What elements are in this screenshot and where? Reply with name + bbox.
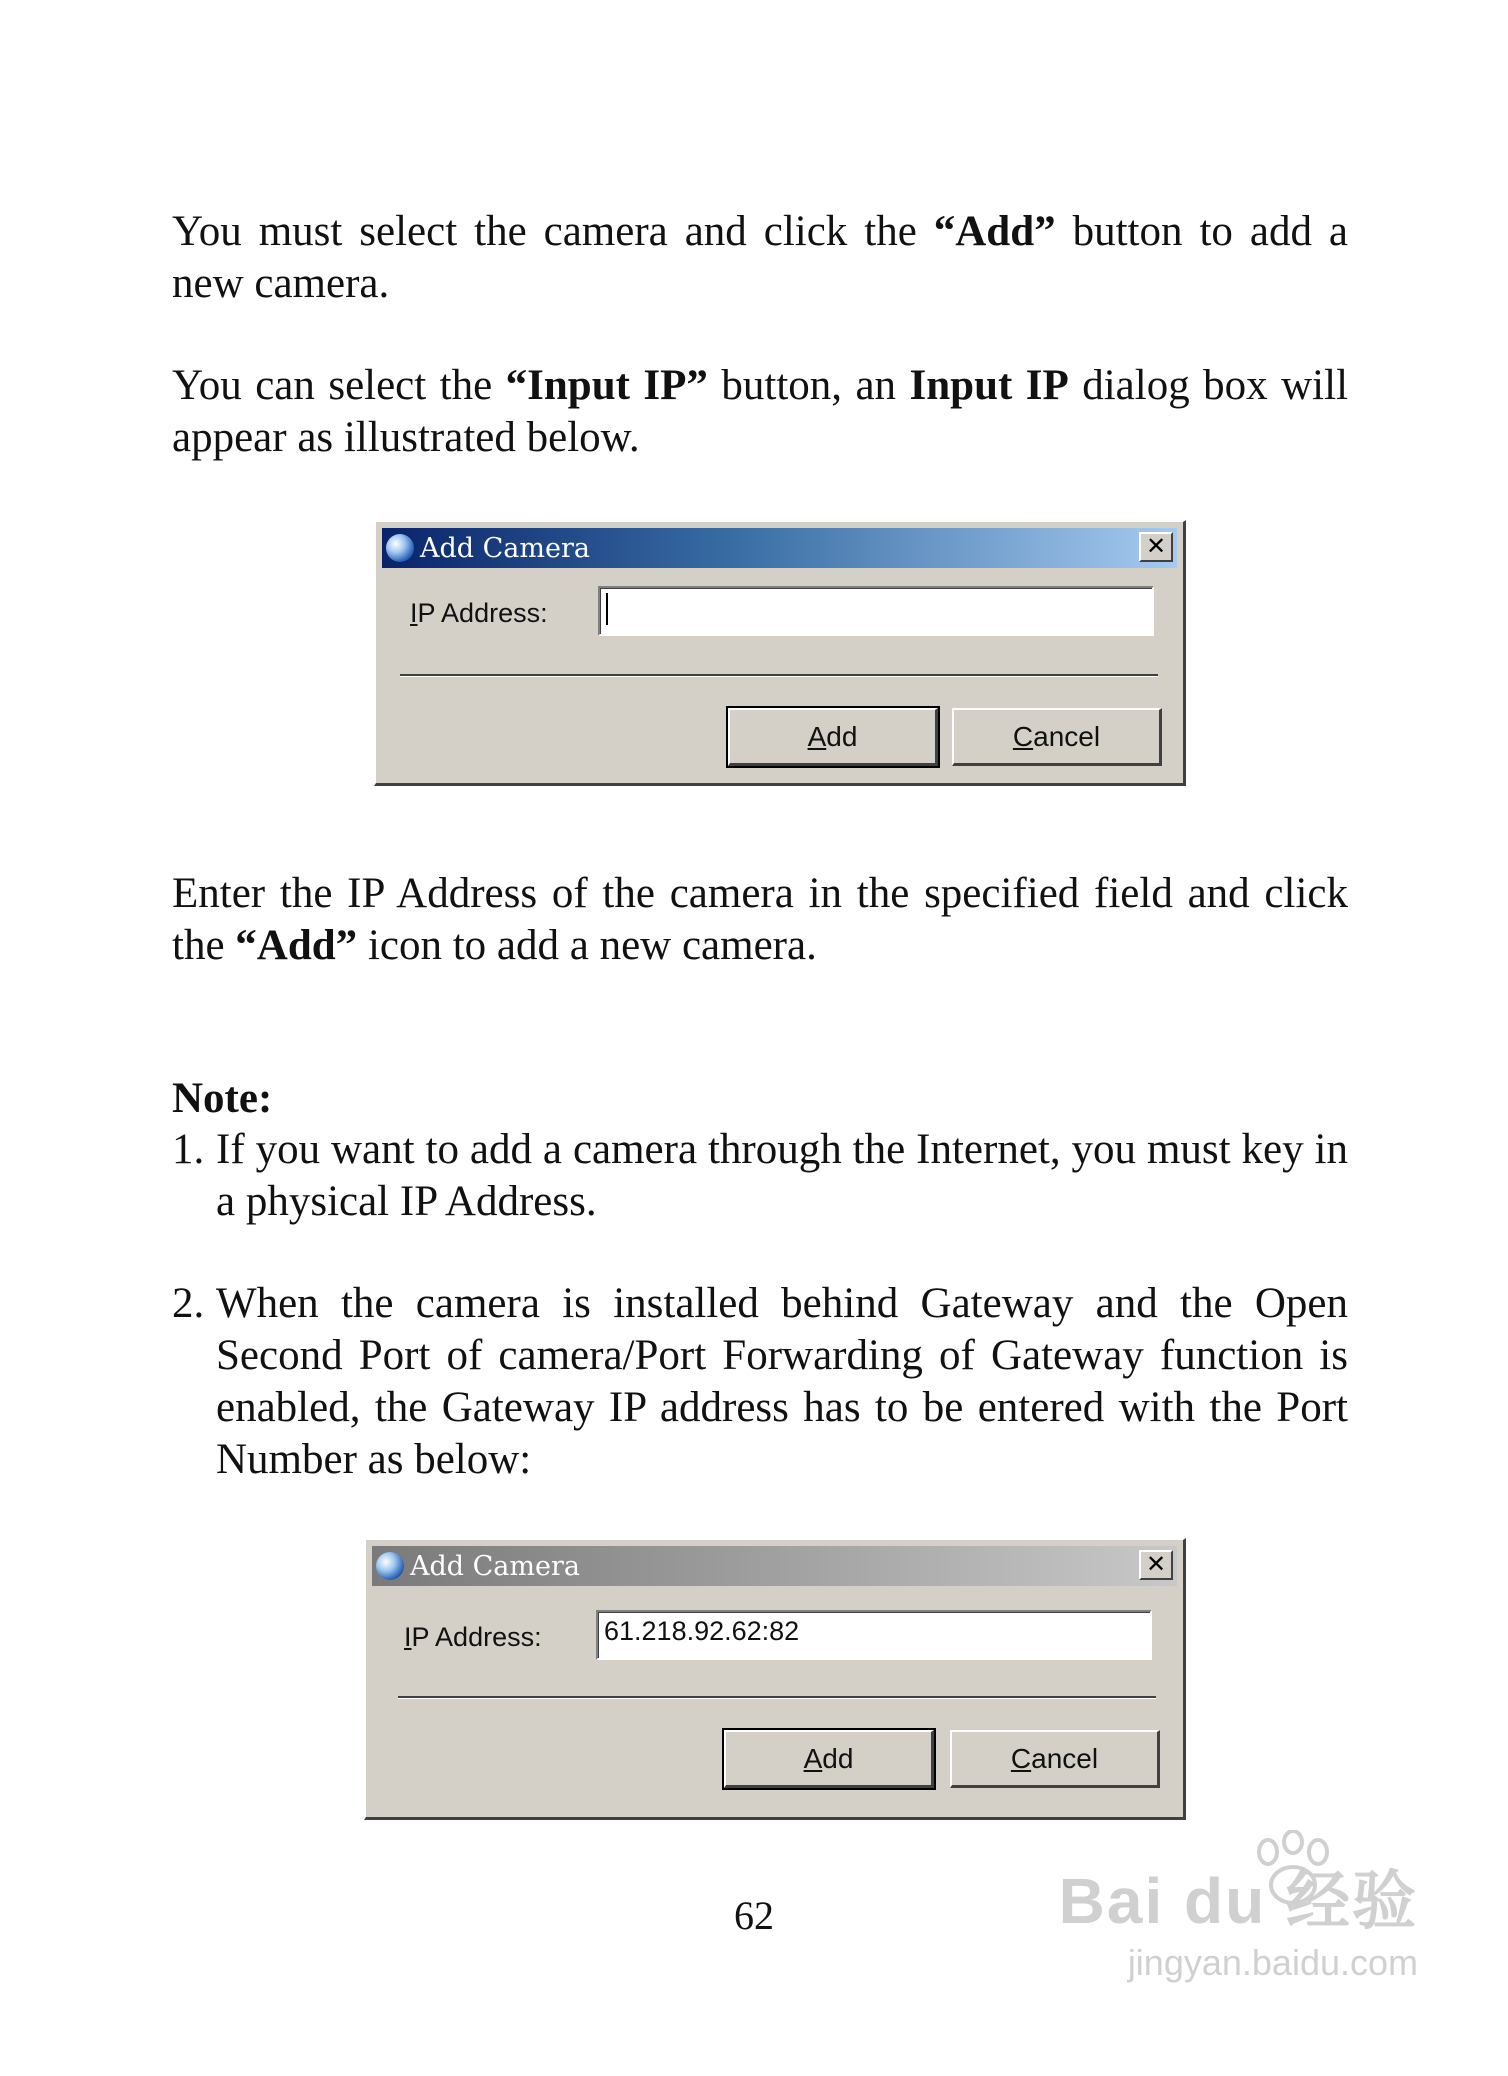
- bold-text: “Input IP”: [505, 362, 708, 409]
- add-button[interactable]: [724, 1730, 934, 1788]
- text-run: You can select the: [172, 362, 506, 409]
- watermark-url: jingyan.baidu.com: [1127, 1942, 1418, 1983]
- button-accel: A: [807, 720, 827, 752]
- button-label: dd: [826, 720, 858, 752]
- watermark-main: Bai du 经验: [1058, 1865, 1418, 1937]
- label-accel: I: [404, 1622, 412, 1652]
- app-icon: [386, 534, 414, 562]
- enter-ip-paragraph: [172, 868, 1348, 972]
- input-ip-paragraph: [172, 360, 1348, 464]
- text-run: icon to add a new camera.: [357, 922, 817, 969]
- add-camera-dialog-empty: [374, 520, 1186, 786]
- ip-address-value: 61.218.92.62:82: [604, 1616, 800, 1646]
- button-accel: A: [803, 1742, 823, 1774]
- separator: [400, 674, 1158, 677]
- bold-text: “Add”: [235, 922, 358, 969]
- text-run: dialog box will appear as illustrated below.: [172, 362, 1349, 461]
- dialog-title: Add Camera: [420, 532, 590, 564]
- intro-paragraph: [172, 206, 1348, 310]
- button-label: ancel: [1031, 1742, 1099, 1774]
- ip-address-label: [404, 1622, 542, 1653]
- app-icon: [376, 1552, 404, 1580]
- text-run: You must select the camera and click the: [172, 208, 934, 255]
- add-camera-dialog-filled: [364, 1538, 1186, 1820]
- dialog-title: Add Camera: [410, 1550, 580, 1582]
- text-run: button to add a new camera.: [172, 208, 1348, 307]
- close-button[interactable]: ✕: [1139, 1550, 1173, 1580]
- ip-address-input[interactable]: [598, 586, 1154, 636]
- note-heading: Note:: [172, 1075, 273, 1122]
- close-button[interactable]: ✕: [1139, 532, 1173, 562]
- bold-text: “Add”: [933, 208, 1056, 255]
- cancel-button[interactable]: [952, 708, 1162, 766]
- label-accel: I: [410, 598, 418, 628]
- ip-address-label: [410, 598, 548, 629]
- page-number: 62: [734, 1893, 774, 1938]
- ip-address-input[interactable]: [596, 1610, 1152, 1660]
- dialog-titlebar: [382, 528, 1177, 568]
- button-accel: C: [1012, 720, 1034, 752]
- bold-text: Input IP: [909, 362, 1069, 409]
- list-number: 1.: [172, 1126, 205, 1173]
- cancel-button[interactable]: [950, 1730, 1160, 1788]
- add-button[interactable]: [728, 708, 938, 766]
- button-label: dd: [822, 1742, 854, 1774]
- label-rest: P Address:: [417, 598, 548, 628]
- separator: [398, 1696, 1156, 1699]
- text-run: button, an: [707, 362, 910, 409]
- baidu-watermark: [1059, 1850, 1418, 1984]
- text-run: Enter the IP Address of the camera in the specified field and click the: [172, 870, 1348, 969]
- dialog-titlebar: [372, 1546, 1177, 1586]
- list-number: 2.: [172, 1280, 205, 1327]
- text-caret: [606, 593, 608, 625]
- note-item: If you want to add a camera through the Internet, you must key in a physical IP Address.: [216, 1126, 1348, 1225]
- label-rest: P Address:: [411, 1622, 542, 1652]
- button-accel: C: [1010, 1742, 1032, 1774]
- button-label: ancel: [1033, 720, 1101, 752]
- note-item: When the camera is installed behind Gateway and the Open Second Port of camera/Port Forwarding of Gateway function is enabled, the Gateway IP address has to be entered with the Port Number as below:: [216, 1280, 1348, 1483]
